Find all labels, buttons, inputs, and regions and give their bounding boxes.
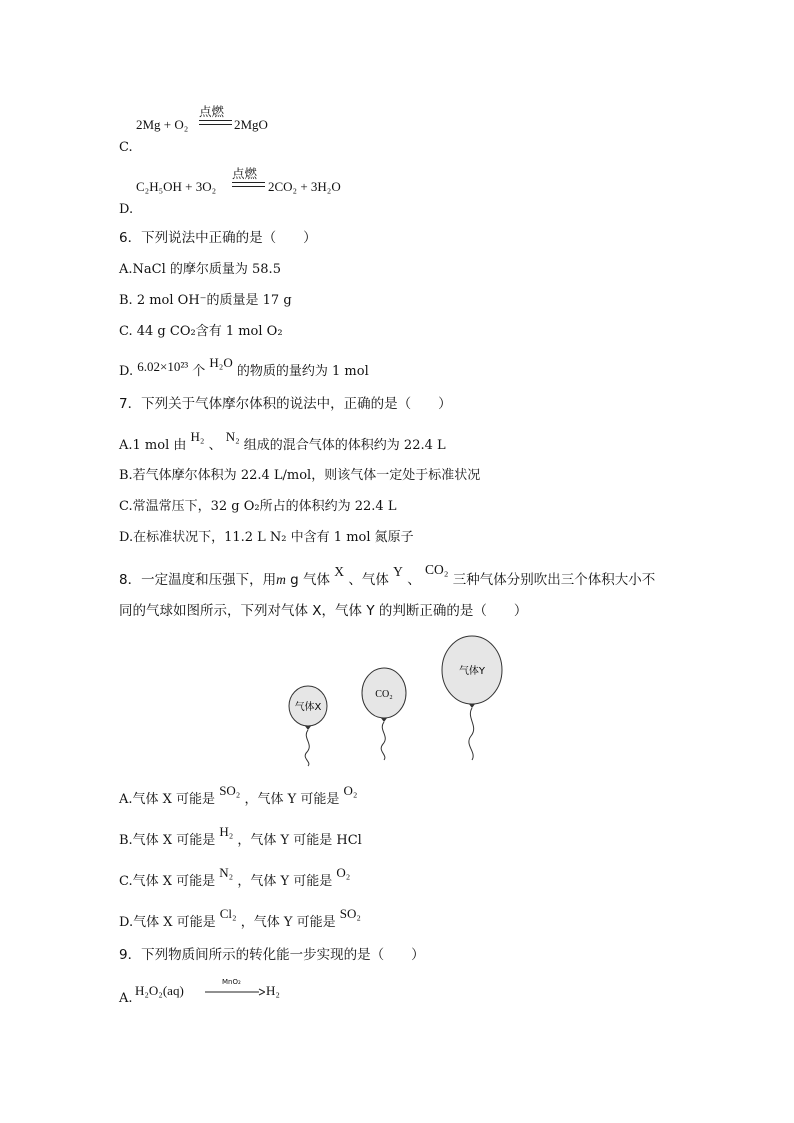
q6-option-d (119, 355, 369, 381)
avogadro-number: 6.02×10²³ (137, 359, 189, 374)
variable-m: m (276, 572, 286, 587)
formula-x: X (334, 564, 345, 579)
formula-y: Y (393, 564, 403, 579)
stem-text: 、气体 (348, 572, 389, 588)
option-d-label: D. (119, 202, 134, 217)
option-text: B.气体 X 可能是 (119, 833, 216, 848)
balloon-label: CO₂ (375, 689, 393, 700)
formula-co2: CO₂ (424, 562, 449, 577)
reactant: H₂O₂(aq) (135, 983, 184, 998)
q8-option-b (119, 824, 362, 850)
option-text: 的物质的量约为 1 mol (236, 364, 369, 379)
question-8-stem-line2: 同的气球如图所示，下列对气体 X，气体 Y 的判断正确的是（ ） (119, 603, 528, 619)
option-text: 组成的混合气体的体积约为 22.4 L (243, 438, 446, 453)
balloon-label: 气体Y (458, 666, 486, 677)
option-text: A.气体 X 可能是 (119, 792, 216, 807)
separator: 、 (208, 438, 222, 453)
formula: Cl₂ (219, 906, 237, 921)
formula: SO₂ (219, 783, 241, 798)
formula: SO₂ (339, 906, 361, 921)
balloons-figure (280, 628, 520, 768)
balloon-co2 (362, 668, 406, 760)
option-text: ，气体 Y 可能是 (237, 874, 333, 889)
reaction-arrow (205, 988, 265, 996)
q7-option-d: D.在标准状况下，11.2 L N₂ 中含有 1 mol 氮原子 (119, 530, 414, 545)
option-text: D.气体 X 可能是 (119, 915, 216, 930)
q6-option-b: B. 2 mol OH⁻的质量是 17 g (119, 293, 292, 308)
option-text: A.1 mol 由 (119, 438, 187, 453)
formula-h2o: H₂O (209, 355, 233, 370)
option-text: C.气体 X 可能是 (119, 874, 216, 889)
q8-option-d (119, 906, 361, 932)
q6-option-a: A.NaCl 的摩尔质量为 58.5 (119, 262, 281, 277)
formula-h2: H₂ (190, 429, 205, 444)
balloon-gas-x (289, 686, 327, 766)
equals-sign (232, 182, 265, 187)
equation-reactants: C₂H₅OH + 3O₂ (136, 179, 217, 194)
formula: O₂ (343, 783, 358, 798)
stem-text: 、 (407, 572, 421, 588)
unit-text: 个 (192, 364, 206, 379)
option-text: ，气体 Y 可能是 (240, 915, 336, 930)
question-7-stem: 7．下列关于气体摩尔体积的说法中，正确的是（ ） (119, 396, 452, 412)
option-label: A. (119, 991, 133, 1006)
q8-option-a (119, 783, 358, 809)
formula: O₂ (336, 865, 351, 880)
reaction-condition: 点燃 (199, 104, 225, 119)
q6-option-c: C. 44 g CO₂含有 1 mol O₂ (119, 324, 283, 339)
equation-products: 2CO₂ + 3H₂O (268, 179, 341, 194)
q7-option-a (119, 429, 446, 455)
q7-option-b: B.若气体摩尔体积为 22.4 L/mol，则该气体一定处于标准状况 (119, 468, 481, 483)
formula: N₂ (219, 865, 234, 880)
question-6-stem: 6．下列说法中正确的是（ ） (119, 230, 317, 246)
catalyst-condition: MnO₂ (222, 978, 241, 986)
balloon-gas-y (442, 636, 502, 760)
stem-text: g 气体 (285, 572, 330, 588)
product: H₂ (266, 983, 280, 998)
equals-sign (199, 120, 232, 125)
option-c-label: C. (119, 140, 133, 155)
balloon-label: 气体X (294, 702, 322, 713)
option-text: ，气体 Y 可能是 HCl (237, 833, 362, 848)
equation-reactants: 2Mg + O₂ (136, 117, 189, 132)
formula: H₂ (219, 824, 234, 839)
equation-products: 2MgO (234, 117, 268, 132)
stem-text: 三种气体分别吹出三个体积大小不 (452, 572, 656, 588)
question-9-stem: 9．下列物质间所示的转化能一步实现的是（ ） (119, 947, 425, 963)
reaction-condition: 点燃 (232, 166, 258, 181)
q7-option-c: C.常温常压下，32 g O₂所占的体积约为 22.4 L (119, 499, 397, 514)
option-text: ，气体 Y 可能是 (244, 792, 340, 807)
q8-option-c (119, 865, 351, 891)
formula-n2: N₂ (225, 429, 240, 444)
stem-text: 8．一定温度和压强下，用 (119, 572, 277, 588)
option-label: D. (119, 364, 134, 379)
question-8-stem-line1 (119, 562, 656, 589)
